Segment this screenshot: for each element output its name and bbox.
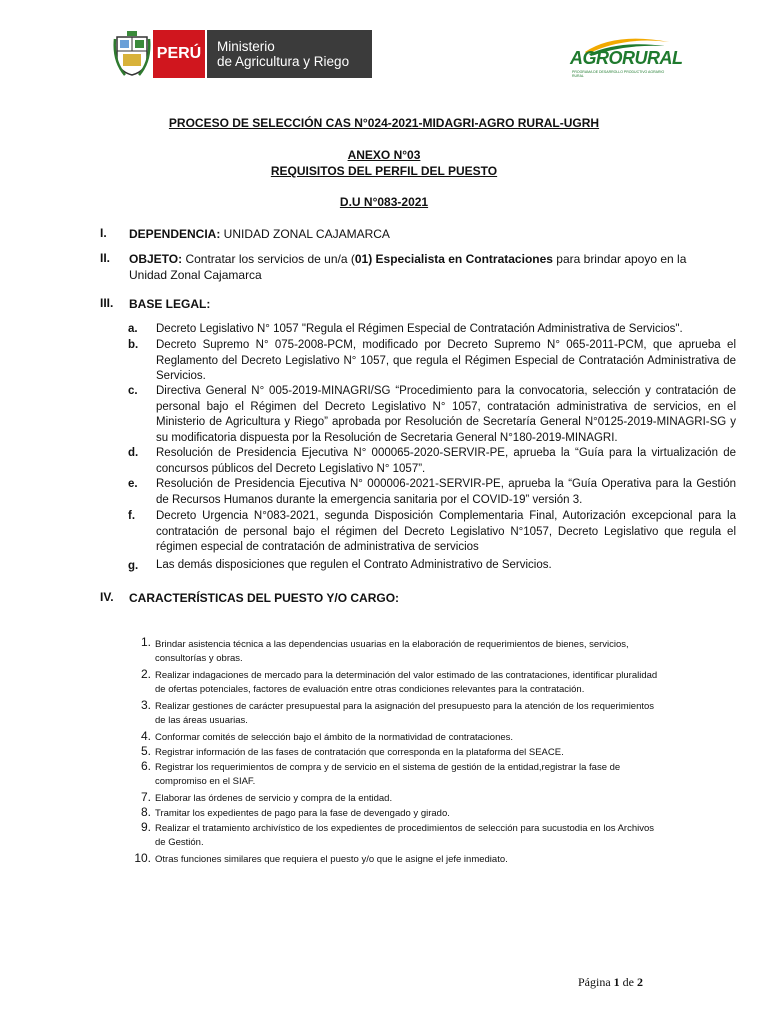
section-number: III. [100, 296, 114, 310]
section-label: CARACTERÍSTICAS DEL PUESTO Y/O CARGO: [129, 591, 400, 605]
legal-item: Decreto Supremo N° 075-2008-PCM, modificado por Decreto Supremo N° 065-2011-PCM, que aprueba el Reglamento del Decreto Legislativo N° 1057, que regula el Régimen Especial de Contratación Administrativa de Servicios. [156, 339, 736, 383]
peru-label: PERÚ [156, 45, 202, 62]
agrorural-wordmark: AGRORURAL [570, 48, 683, 68]
section-text [129, 226, 710, 242]
legal-item: Resolución de Presidencia Ejecutiva N° 000006-2021-SERVIR-PE, aprueba la “Guía Operativa para la Gestión de Recursos Humanos durante la emergencia sanitaria por el COVID-19” versión 3. [156, 478, 736, 506]
section-number: I. [100, 226, 107, 240]
section-number: IV. [100, 590, 114, 604]
peru-logo [153, 30, 205, 78]
page-footer [578, 975, 643, 990]
function-number: 8. [140, 805, 151, 819]
legal-item: Decreto Legislativo N° 1057 "Regula el Régimen Especial de Contratación Administrativa de Servicios". [156, 323, 683, 335]
legal-letter: g. [128, 560, 139, 572]
objeto-post: para brindar apoyo en la Unidad Zonal Cajamarca [129, 252, 687, 282]
function-item: Realizar el tratamiento archivístico de los expedientes de procedimientos de selección para sucustodia en los Archivos de Gestión. [155, 823, 655, 848]
section-text [129, 251, 710, 283]
function-item: Tramitar los expedientes de pago para la fase de devengado y girado. [155, 808, 450, 819]
objeto-position: 01) Especialista en Contrataciones [354, 252, 553, 266]
section-label: DEPENDENCIA: [129, 227, 221, 241]
section-number: II. [100, 251, 111, 265]
function-item: Realizar indagaciones de mercado para la determinación del valor estimado de las contrataciones, identificar pluralidad de ofertas potenciales, factores de evaluación entre otras condiciones relevantes para la contratación. [155, 670, 658, 695]
function-item: Otras funciones similares que requiera el puesto y/o que le asigne el jefe inmediato. [155, 854, 508, 865]
function-item: Registrar los requerimientos de compra y de servicio en el sistema de gestión de la entidad,registrar la fase de compromiso en el SIAF. [155, 762, 621, 787]
legal-item: Resolución de Presidencia Ejecutiva N° 000065-2020-SERVIR-PE, aprueba la “Guía para la virtualización de concursos públicos del Decreto Legislativo N° 1057”. [156, 447, 736, 475]
function-item: Registrar información de las fases de contratación que corresponda en la plataforma del SEACE. [155, 747, 564, 758]
function-item: Brindar asistencia técnica a las dependencias usuarias en la elaboración de requerimientos de bienes, servicios, consultorías y obras. [155, 639, 629, 664]
legal-letter: f. [128, 510, 136, 522]
footer-mid: de [619, 975, 637, 989]
footer-page: 1 [613, 975, 620, 989]
ministry-line2: de Agricultura y Riego [217, 54, 350, 69]
requirements-title: REQUISITOS DEL PERFIL DEL PUESTO [270, 164, 498, 178]
legal-letter: c. [128, 385, 138, 397]
process-title: PROCESO DE SELECCIÓN CAS N°024-2021-MIDAGRI-AGRO RURAL-UGRH [168, 116, 600, 130]
footer-total: 2 [637, 975, 643, 989]
du-title: D.U N°083-2021 [339, 195, 429, 209]
function-item: Elaborar las órdenes de servicio y compra de la entidad. [155, 793, 393, 804]
function-number: 9. [140, 820, 151, 834]
function-item: Realizar gestiones de carácter presupuestal para la asignación del presupuesto para la atención de los requerimientos de las áreas usuarias. [155, 701, 655, 726]
function-number: 10. [134, 851, 151, 865]
legal-letter: a. [128, 323, 138, 335]
function-number: 7. [140, 790, 151, 804]
function-number: 6. [140, 759, 151, 773]
ministry-logo [205, 30, 372, 78]
agrorural-subtitle: PROGRAMA DE DESARROLLO PRODUCTIVO AGRARIO RURAL [572, 70, 665, 78]
legal-item: Directiva General N° 005-2019-MINAGRI/SG “Procedimiento para la convocatoria, selección y contratación de personal bajo el Régimen del Decreto Legislativo N° 1057, contratación administrativa de servicios, en el Ministerio de Agricultura y Riego” aprobada por Resolución de Secretaría General N°0125-2019-MINAGRI-SG y su modificatoria dispuesta por la Resolución de Secretaria General N°180-2019-MINAGRI. [156, 385, 736, 444]
legal-item: Las demás disposiciones que regulen el Contrato Administrativo de Servicios. [156, 559, 552, 571]
annex-title: ANEXO N°03 [347, 148, 421, 162]
objeto-pre: Contratar los servicios de un/a ( [182, 252, 355, 266]
section-label: OBJETO: [129, 252, 183, 266]
peru-coat-of-arms-icon [113, 31, 151, 77]
function-number: 4. [140, 729, 151, 743]
function-number: 5. [140, 744, 151, 758]
section-label: BASE LEGAL: [129, 297, 211, 311]
legal-letter: d. [128, 447, 139, 459]
footer-prefix: Página [578, 975, 614, 989]
ministry-line1: Ministerio [217, 39, 275, 54]
legal-letter: e. [128, 478, 138, 490]
legal-item: Decreto Urgencia N°083-2021, segunda Disposición Complementaria Final, Autorización excepcional para la contratación de personal bajo el régimen del Decreto Legislativo N°1057, Decreto Legislativo que regula el régimen especial de contratación de administrativa de servicios [156, 510, 736, 554]
function-number: 2. [140, 667, 151, 681]
function-number: 1. [140, 635, 151, 649]
dependencia-value: UNIDAD ZONAL CAJAMARCA [220, 227, 390, 241]
function-item: Conformar comités de selección bajo el ámbito de la normatividad de contrataciones. [155, 732, 514, 743]
legal-letter: b. [128, 339, 139, 351]
function-number: 3. [140, 698, 151, 712]
